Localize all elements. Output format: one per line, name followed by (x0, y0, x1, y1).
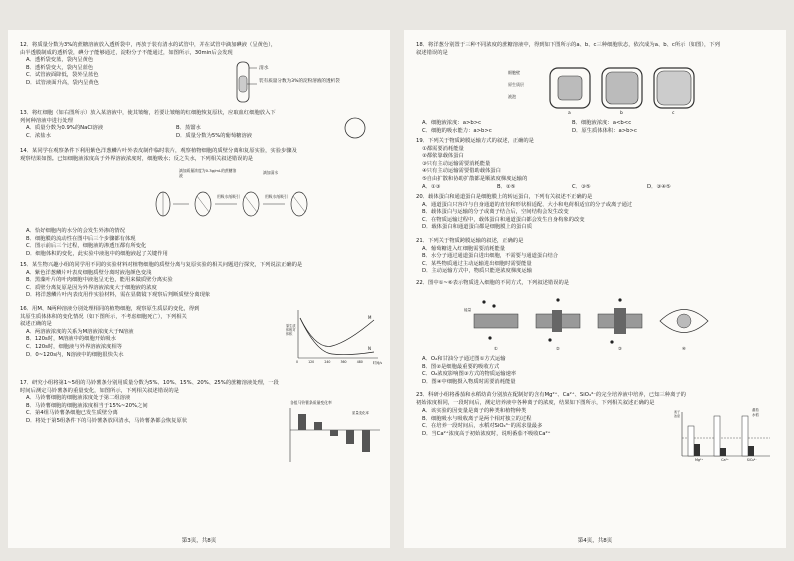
q23-categories (686, 458, 766, 462)
x-tick: 120 (308, 360, 315, 364)
q23-option-c: C．在培养一段时间后，水稻对SiO₄⁴⁻的需求量最多 (422, 423, 543, 430)
q17-option-b: B．马铃薯细胞的细胞液浓度相当于15%~20%之间 (26, 402, 148, 409)
q19-line: ④只有主动运输需要借助载体蛋白 (422, 168, 501, 175)
question-19 (416, 138, 776, 191)
q23-option-b: B．细胞吸水与吸收离子是两个相对独立的过程 (422, 415, 532, 422)
q13-option-c: C．浓盐水 (26, 132, 51, 139)
page-footer-right: 第4页，共8页 (577, 538, 613, 544)
series-n-label: N (368, 346, 371, 351)
q19-option-c: C．③⑤ (572, 183, 591, 190)
plasmolysis-steps-figure (153, 166, 313, 226)
category-mg: Mg²⁺ (694, 458, 704, 462)
q13-option-a: A．质量分数为0.9%的NaCl溶液 (26, 125, 104, 132)
q17-chart-title: 各组马铃薯条质量变化率 (290, 400, 332, 405)
q12-option-c: C．试管液面降低，袋外呈蓝色 (26, 72, 99, 79)
label-energy: 能量 (464, 308, 472, 312)
label-a: a (568, 111, 571, 116)
label-mode-1: ① (494, 346, 498, 351)
q19-line: 19．下列关于物质跨膜运输方式的叙述，正确的是 (416, 138, 534, 144)
q14-option-a: A．恰好细胞内的水分的会发生外渗的情况 (26, 228, 125, 234)
q16-option-c: C．120s时，细胞液与外界溶液浓度相等 (26, 343, 123, 350)
q17-chart (280, 400, 384, 466)
x-tick: 480 (356, 360, 363, 364)
q21-option-c: C．某些物质通过主动运输进出细胞时需要能量 (422, 260, 532, 267)
q19-line: ②都依靠载体蛋白 (422, 153, 464, 160)
q18-cells-figure (508, 64, 708, 120)
q22-option-c: C．O₂浓度影响图③方式的物质运输速率 (422, 371, 517, 378)
q23-option-d: D．当Ca²⁺浓度高于初始浓度时，说明番茄不吸收Ca²⁺ (422, 430, 551, 437)
q19-line: ①都需要消耗能量 (422, 145, 464, 152)
q12-line: 由半透膜制成的透析袋，碘分子能够通过，淀粉分子不能通过，如图所示，30min后会发现 (20, 49, 233, 56)
category-sio4: SiO₄⁴⁻ (746, 458, 757, 462)
q17-line: 时间后测定马铃薯条的重量变化，如图所示，下列相关叙述错误的是 (20, 387, 179, 394)
label-blot-1: 用吸水纸吸引 (217, 194, 240, 199)
question-22-options (416, 356, 776, 386)
page-left (8, 30, 390, 548)
q16-option-d: D．0~120s内，N溶液中的细胞很快失水 (26, 351, 124, 358)
question-13 (20, 110, 380, 140)
label-protoplast: 原生质层 (508, 82, 524, 87)
legend-tomato: 番茄 (752, 408, 759, 412)
q20-option-c: C．在物质运输过程中，载体蛋白和通道蛋白都会发生自身构象的改变 (422, 216, 585, 223)
page-footer-left: 第3页，共8页 (181, 538, 217, 544)
q18-option-d: D．原生质体体积：a>b>c (572, 127, 637, 134)
question-14 (20, 148, 380, 163)
label-vacuole: 液泡 (508, 94, 516, 99)
question-22 (416, 280, 776, 288)
q19-option-b: B．②⑤ (497, 183, 516, 190)
q23-line: 23．科研小组将番茄和水稻幼苗分别放在配制好的含有Mg²⁺、Ca²⁺、SiO₄⁴⁻的完全培养液中培养，已知三种离子的 (416, 392, 686, 398)
q14-line: 14．某同学在观察条件下利用紫色洋葱鳞片叶外表皮制作临时装片，观察植物细胞的质壁分离和复原实验，实验步骤及 (20, 148, 297, 154)
q15-option-d: D．将洋葱鳞片叶内表皮用作实验材料，需在显微镜下观察后判断质壁分离现象 (26, 292, 211, 299)
q19-option-d: D．③④⑤ (647, 183, 671, 190)
q22-line: 22．图中①~⑥表示物质进入细胞的不同方式，下列叙述错误的是 (416, 280, 570, 286)
question-21 (416, 238, 776, 276)
q23-chart (674, 408, 778, 466)
q16-x-ticks (296, 360, 382, 365)
label-c: c (672, 111, 675, 116)
question-18 (416, 42, 776, 57)
q16-chart (286, 306, 382, 370)
q14-option-b: B．细胞膜的流动性在图中后三个步骤都有体现 (26, 235, 136, 242)
question-14-options (20, 228, 380, 258)
label-dialysis-bag: 装有质量分数为3%的淀粉溶液的透析袋 (259, 79, 340, 84)
label-add-sucrose: 滴加质量浓度为0.3g/mL的蔗糖溶液 (179, 168, 237, 178)
q18-option-b: B．细胞液浓度：a<b<c (572, 120, 632, 126)
q21-option-b: B．水分子通过通道蛋白进出细胞，不需要与通道蛋白结合 (422, 253, 559, 260)
q16-xlabel: 时间/s (372, 361, 382, 365)
category-ca: Ca²⁺ (721, 458, 729, 462)
question-23 (416, 392, 776, 407)
q16-option-a: A．两溶液浓度的关系为M溶液浓度大于N溶液 (26, 328, 134, 335)
series-m-label: M (368, 315, 372, 320)
question-17 (20, 380, 280, 426)
question-16 (20, 306, 270, 359)
label-mode-2: ② (556, 346, 560, 351)
label-add-water: 滴加清水 (263, 170, 279, 175)
q23-line: 初始浓度相同，一段时间后，测定培养液中各种离子的浓度，结果如下图所示，下列相关叙述正确的是 (416, 399, 655, 406)
q18-option-c: C．细胞的吸水能力：a>b>c (422, 127, 492, 134)
label-cell-wall: 细胞壁 (508, 70, 520, 75)
q21-line: 21．下列关于物质跨膜运输的叙述，正确的是 (416, 238, 524, 244)
q22-option-d: D．图④中细胞摄入物质时需要消耗能量 (422, 378, 516, 385)
q15-option-a: A．紫色洋葱鳞片叶表皮细胞质壁分离时液泡颜色变浅 (26, 269, 152, 276)
q19-line: ⑤自由扩散和协助扩散都是顺浓度梯度运输的 (422, 175, 528, 182)
question-23-options (416, 408, 656, 438)
label-water: 清水 (259, 66, 269, 71)
q12-option-d: D．试管液面升高，袋内呈黄色 (26, 79, 99, 86)
q16-ylabel: 原生质体相对体积 (286, 324, 296, 336)
q14-option-c: C．图示前后三个过程，细胞液的渗透压都有所变化 (26, 243, 147, 250)
q23-ylabel: 离子浓度 (674, 410, 681, 418)
q19-option-a: A．①③ (422, 183, 441, 190)
label-mode-4: ④ (682, 346, 686, 351)
q21-option-d: D．主动运输方式中，物质只能逆浓度梯度运输 (422, 268, 533, 275)
q22-option-b: B．图②是细胞最重要的吸收方式 (422, 363, 500, 370)
q15-line: 15．某生物兴趣小组的同学用不同的实验材料对植物细胞的质壁分离与复原实验的相关问题进行探究，下列说法正确的是 (20, 262, 303, 268)
q22-option-a: A．O₂和甘油分子通过图①方式运输 (422, 356, 506, 362)
page-right (404, 30, 786, 548)
test-tube-figure (233, 60, 343, 104)
q20-option-b: B．载体蛋白与运输的分子或离子结合后，空间结构会发生改变 (422, 209, 569, 216)
red-cell-figure (343, 116, 367, 144)
q15-option-c: C．质壁分离复原是因为外界溶液浓度大于细胞液的浓度 (26, 284, 157, 291)
q16-line: 16．用M、N两种溶液分别处理相同的植物细胞，观察原生质层的变化，得到 (20, 306, 200, 312)
q13-option-d: D．质量分数为5%的葡萄糖溶液 (176, 132, 253, 139)
x-tick: 360 (340, 360, 347, 364)
x-tick: 0 (296, 360, 299, 364)
q20-line: 20．载体蛋白和通道蛋白是细胞膜上的转运蛋白，下列有关叙述不正确的是 (416, 194, 593, 200)
q12-option-a: A．透析袋变蓝，袋内呈黄色 (26, 57, 94, 64)
q18-line: 18．将洋葱分别置于三种不同浓度的蔗糖溶液中，得到如下图所示的a、b、c三种细胞状态，依次成为a、b、c所示（如图），下列 (416, 42, 720, 48)
q22-transport-figure (464, 292, 724, 354)
q23-option-a: A．该实验的因变量是离子的种类和植物种类 (422, 408, 527, 414)
q13-option-b: B．蒸馏水 (176, 125, 201, 132)
question-18-options (416, 120, 776, 135)
q13-line: 列何种溶液中进行处理 (20, 117, 73, 124)
q18-option-a: A．细胞液浓度：a>b>c (422, 120, 482, 126)
q20-option-a: A．通道蛋白只容许与自身通道的直径和形状相适配、大小和电荷相适宜的分子或离子通过 (422, 201, 633, 208)
question-20 (416, 194, 776, 232)
q17-series-label: 质量变化率 (352, 411, 369, 415)
q21-option-a: A．葡萄糖进入红细胞需要消耗能量 (422, 245, 506, 252)
q17-option-a: A．马铃薯细胞的细胞液浓度处于第二组溶液 (26, 395, 131, 402)
q19-line: ③只有主动运输需要消耗能量 (422, 160, 491, 167)
q12-option-b: B．透析袋变大，袋内呈蓝色 (26, 64, 94, 71)
q20-option-d: D．载体蛋白和通道蛋白都是细胞膜上的蛋白质 (422, 224, 533, 231)
x-tick: 240 (324, 360, 331, 364)
q17-line: 17．研究小组将第1~5组的马铃薯条分别用质量分数为5%、10%、15%、20%、25%的蔗糖溶液处理，一段 (20, 380, 279, 386)
label-blot-2: 用吸水纸吸引 (265, 194, 288, 199)
q15-option-b: B．黑藻叶片的叶肉细胞中液泡呈无色，能用来做质壁分离实验 (26, 277, 173, 284)
q13-line: 13．将红细胞（如右图所示）放入某溶液中，使其皱缩，若要让皱缩的红细胞恢复原状，应取血红细胞放入下 (20, 110, 276, 116)
q14-line: 观察结果如图。已知细胞液浓度高于外界溶液浓度时，细胞吸水；反之失水，下列相关叙述错误的是 (20, 155, 254, 162)
q16-option-b: B．120s时，M溶液中的细胞开始吸水 (26, 336, 116, 343)
q23-legend (752, 408, 759, 418)
q16-line: 叙述正确的是 (20, 321, 52, 328)
q17-option-d: D．将处于第5组条件下的马铃薯条放回清水，马铃薯条都会恢复原状 (26, 417, 188, 424)
label-b: b (620, 111, 623, 116)
q18-line: 叙述错误的是 (416, 49, 448, 56)
q12-line: 12．将质量分数为3%的蔗糖溶液放入透析袋中，再放于装有清水的试管中，并在试管中滴加碘液（呈黄色）， (20, 42, 277, 48)
q16-line: 其原生质体体积的变化情况（如下图所示，不考虑细胞死亡），下列相关 (20, 313, 187, 320)
q17-option-c: C．第4组马铃薯条细胞已发生质壁分离 (26, 410, 118, 417)
question-15 (20, 262, 380, 300)
legend-rice: 水稻 (752, 413, 759, 417)
label-mode-3: ③ (618, 346, 622, 351)
q14-option-d: D．细胞体积的变化，此实验中液泡中的细胞液起了关键作用 (26, 250, 168, 257)
